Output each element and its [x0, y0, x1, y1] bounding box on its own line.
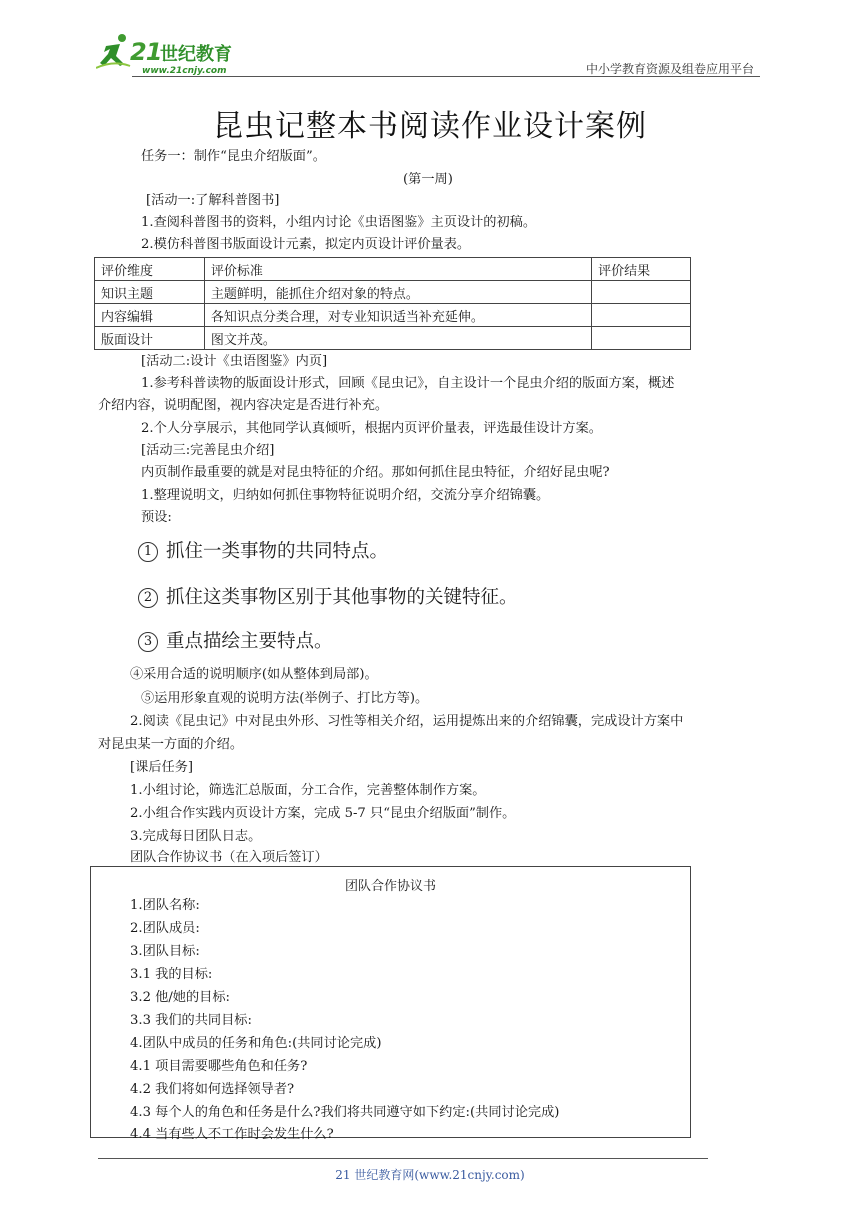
preset-label: 预设:: [141, 510, 172, 525]
after-class-item: 1.小组讨论，筛选汇总版面，分工合作，完善整体制作方案。: [130, 783, 486, 798]
footer-link[interactable]: 21 世纪教育网(www.21cnjy.com): [335, 1168, 525, 1182]
activity1-item: 2.模仿科普图书版面设计元素，拟定内页设计评价量表。: [141, 237, 471, 252]
activity2-item-cont: 介绍内容，说明配图，视内容决定是否进行补充。: [98, 398, 389, 413]
week-label: (第一周): [403, 172, 453, 187]
logo-number: 21: [130, 38, 162, 66]
table-cell: [592, 281, 691, 304]
site-logo[interactable]: [92, 32, 292, 76]
logo-url: www.21cnjy.com: [142, 66, 227, 76]
preset-item: [138, 630, 333, 654]
table-header-cell: 评价维度: [95, 258, 205, 281]
protocol-title: 团队合作协议书: [344, 879, 436, 894]
runner-logo-icon: [96, 32, 132, 72]
preset-text: 抓住这类事物区别于其他事物的关键特征。: [166, 587, 518, 608]
protocol-line: 4.团队中成员的任务和角色:(共同讨论完成): [130, 1036, 382, 1051]
circled-number: 2: [138, 588, 158, 608]
table-header-cell: 评价标准: [204, 258, 591, 281]
evaluation-table: [94, 257, 691, 350]
after-class-heading: [课后任务]: [130, 760, 194, 775]
table-cell: [592, 304, 691, 327]
header-divider: [132, 76, 760, 77]
protocol-caption: 团队合作协议书（在入项后签订）: [130, 850, 328, 865]
activity3-item: 2.阅读《昆虫记》中对昆虫外形、习性等相关介绍，运用提炼出来的介绍锦囊，完成设计方案中: [130, 714, 684, 729]
preset-item: [138, 586, 518, 610]
preset-item: [138, 540, 388, 564]
protocol-line: 3.1 我的目标:: [130, 967, 213, 982]
table-row: [95, 281, 691, 304]
table-cell: 知识主题: [95, 281, 205, 304]
table-header-cell: 评价结果: [592, 258, 691, 281]
table-cell: 主题鲜明，能抓住介绍对象的特点。: [204, 281, 591, 304]
protocol-line: 4.2 我们将如何选择领导者?: [130, 1082, 295, 1097]
protocol-line: 3.团队目标:: [130, 944, 200, 959]
table-cell: 内容编辑: [95, 304, 205, 327]
platform-label: 中小学教育资源及组卷应用平台: [585, 62, 754, 76]
circled-number: 1: [138, 542, 158, 562]
activity2-item: 1.参考科普读物的版面设计形式，回顾《昆虫记》，自主设计一个昆虫介绍的版面方案，概述: [141, 376, 675, 391]
protocol-line: 3.3 我们的共同目标:: [130, 1013, 252, 1028]
protocol-line: 1.团队名称:: [130, 898, 200, 913]
task-heading: 任务一：制作“昆虫介绍版面”。: [141, 149, 326, 164]
preset-item-small: ⑤运用形象直观的说明方法(举例子、打比方等)。: [141, 691, 429, 706]
page-title: 昆虫记整本书阅读作业设计案例: [213, 109, 647, 144]
table-cell: 版面设计: [95, 327, 205, 350]
table-cell: 图文并茂。: [204, 327, 591, 350]
table-cell: [592, 327, 691, 350]
activity2-item: 2.个人分享展示，其他同学认真倾听，根据内页评价量表，评选最佳设计方案。: [141, 421, 602, 436]
protocol-line: 2.团队成员:: [130, 921, 200, 936]
activity3-intro: 内页制作最重要的就是对昆虫特征的介绍。那如何抓住昆虫特征，介绍好昆虫呢?: [141, 465, 610, 480]
table-row: [95, 327, 691, 350]
protocol-line: 4.3 每个人的角色和任务是什么?我们将共同遵守如下约定:(共同讨论完成): [130, 1105, 560, 1120]
logo-text: 世纪教育: [160, 44, 232, 65]
protocol-line: 3.2 他/她的目标:: [130, 990, 230, 1005]
table-header-row: [95, 258, 691, 281]
preset-text: 重点描绘主要特点。: [166, 631, 333, 652]
activity1-heading: [活动一:了解科普图书]: [146, 193, 280, 208]
protocol-box: [90, 866, 691, 1142]
after-class-item: 2.小组合作实践内页设计方案，完成 5-7 只“昆虫介绍版面”制作。: [130, 806, 516, 821]
protocol-line: 4.4 当有些人不工作时会发生什么?: [130, 1127, 334, 1142]
table-cell: 各知识点分类合理，对专业知识适当补充延伸。: [204, 304, 591, 327]
activity1-item: 1.查阅科普图书的资料，小组内讨论《虫语图鉴》主页设计的初稿。: [141, 215, 537, 230]
after-class-item: 3.完成每日团队日志。: [130, 829, 262, 844]
preset-item-small: ④采用合适的说明顺序(如从整体到局部)。: [130, 667, 378, 682]
protocol-line: 4.1 项目需要哪些角色和任务?: [130, 1059, 308, 1074]
activity2-heading: [活动二:设计《虫语图鉴》内页]: [141, 354, 328, 369]
circled-number: 3: [138, 632, 158, 652]
preset-text: 抓住一类事物的共同特点。: [166, 541, 389, 562]
footer-divider: [98, 1158, 708, 1159]
activity3-heading: [活动三:完善昆虫介绍]: [141, 443, 275, 458]
page-header: [92, 28, 760, 80]
table-row: [95, 304, 691, 327]
activity3-item-cont: 对昆虫某一方面的介绍。: [98, 737, 244, 752]
activity3-item: 1.整理说明文，归纳如何抓住事物特征说明介绍，交流分享介绍锦囊。: [141, 488, 550, 503]
